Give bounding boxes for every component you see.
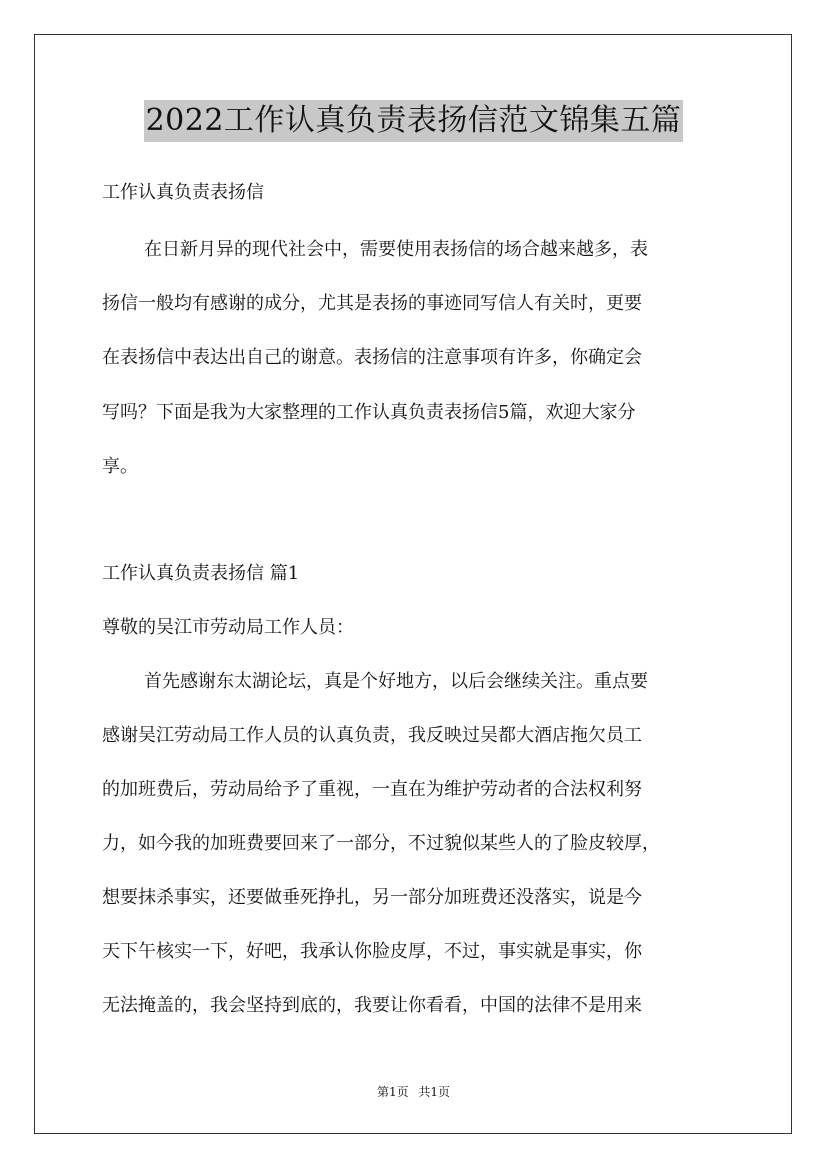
intro-line-3: 在表扬信中表达出自己的谢意。表扬信的注意事项有许多，你确定会 [102, 347, 642, 368]
intro-line-2: 扬信一般均有感谢的成分，尤其是表扬的事迹同写信人有关时，更要 [102, 293, 642, 314]
section-heading: 工作认真负责表扬信 篇1 [102, 563, 300, 584]
page-footer [0, 1084, 827, 1100]
body-line-1: 首先感谢东太湖论坛，真是个好地方，以后会继续关注。重点要 [144, 671, 648, 692]
body-line-3: 的加班费后，劳动局给予了重视，一直在为维护劳动者的合法权利努 [102, 779, 642, 800]
intro-line-4: 写吗？下面是我为大家整理的工作认真负责表扬信5篇，欢迎大家分 [102, 402, 636, 423]
page-total: 共1页 [418, 1085, 451, 1099]
title-container [0, 100, 827, 142]
page-number: 第1页 [376, 1085, 409, 1099]
body-line-4: 力，如今我的加班费要回来了一部分，不过貌似某些人的了脸皮较厚， [102, 833, 660, 854]
subtitle: 工作认真负责表扬信 [102, 182, 264, 203]
body-line-6: 天下午核实一下，好吧，我承认你脸皮厚，不过，事实就是事实，你 [102, 941, 642, 962]
body-line-5: 想要抹杀事实，还要做垂死挣扎，另一部分加班费还没落实，说是今 [102, 887, 642, 908]
document-title: 2022工作认真负责表扬信范文锦集五篇 [144, 100, 684, 142]
salutation: 尊敬的吴江市劳动局工作人员： [102, 617, 354, 638]
body-line-2: 感谢吴江劳动局工作人员的认真负责，我反映过吴都大酒店拖欠员工 [102, 725, 642, 746]
body-line-7: 无法掩盖的，我会坚持到底的，我要让你看看，中国的法律不是用来 [102, 995, 642, 1016]
intro-line-5: 享。 [102, 456, 138, 477]
intro-line-1: 在日新月异的现代社会中，需要使用表扬信的场合越来越多，表 [144, 239, 648, 260]
